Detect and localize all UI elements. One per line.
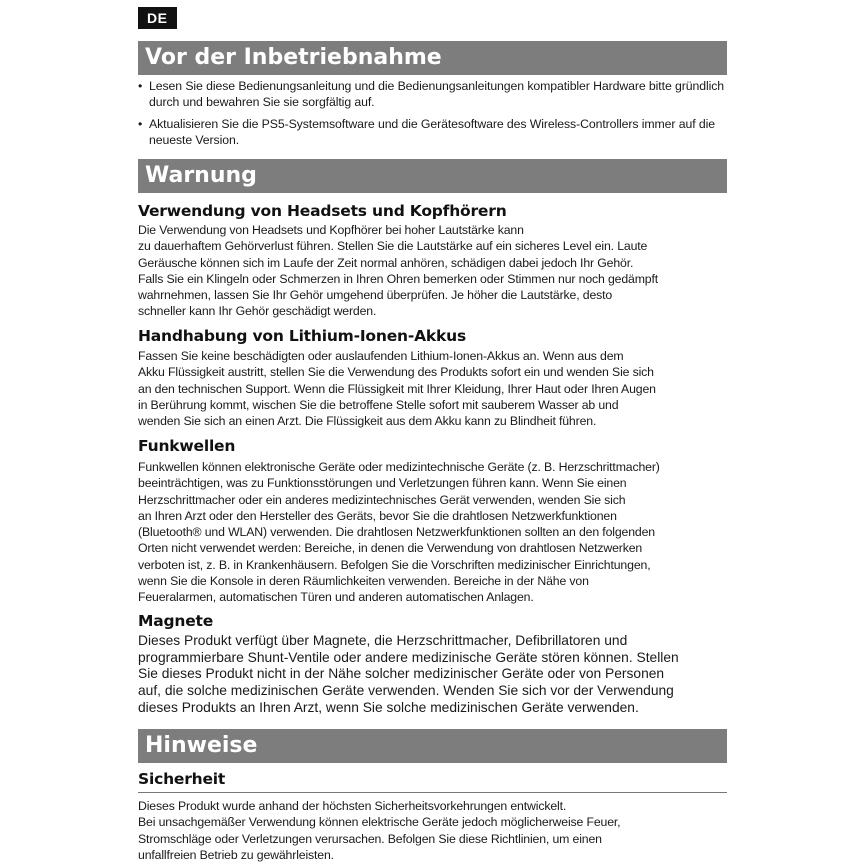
- text-line: Falls Sie ein Klingeln oder Schmerzen in Ihren Ohren bemerken oder Stimmen nur noch gedämpft: [138, 271, 659, 286]
- text-line: Dieses Produkt verfügt über Magnete, die Herzschrittmacher, Defibrillatoren und: [138, 633, 628, 648]
- heading-radio-waves: Funkwellen: [138, 437, 236, 455]
- text-line: Dieses Produkt wurde anhand der höchsten Sicherheitsvorkehrungen entwickelt.: [138, 799, 567, 813]
- text-line: Funkwellen können elektronische Geräte oder medizintechnische Geräte (z. B. Herzschrittmacher): [138, 460, 660, 474]
- text-line: beeinträchtigen, was zu Funktionsstörungen und Verletzungen führen kann. Wenn Sie einen: [138, 476, 627, 491]
- list-item: • Aktualisieren Sie die PS5-Systemsoftware und die Gerätesoftware des Wireless-Controllers immer auf die neueste Version.: [138, 116, 728, 148]
- text-line: verboten ist, z. B. in Krankenhäusern. Befolgen Sie die Vorschriften medizinischer Einrichtungen,: [138, 557, 651, 572]
- text-line: Bei unsachgemäßer Verwendung können elektrische Geräte jedoch möglicherweise Feuer,: [138, 815, 621, 830]
- text-line: Fassen Sie keine beschädigten oder auslaufenden Lithium-Ionen-Akkus an. Wenn aus dem: [138, 349, 624, 363]
- paragraph-radio-waves: [138, 459, 730, 606]
- text-line: dieses Produkts an Ihren Arzt, wenn Sie solche medizinischen Geräte verwenden.: [138, 699, 639, 715]
- heading-headsets: Verwendung von Headsets und Kopfhörern: [138, 202, 507, 220]
- text-line: Akku Flüssigkeit austritt, stellen Sie die Verwendung des Produkts sofort ein und wenden Sie sich: [138, 365, 654, 380]
- paragraph-magnets: [138, 633, 730, 717]
- heading-safety: Sicherheit: [138, 770, 226, 788]
- text-line: Herzschrittmacher oder ein anderes medizintechnisches Gerät verwenden, wenden Sie sich: [138, 492, 626, 507]
- paragraph-safety: [138, 798, 730, 863]
- section-divider: [138, 792, 727, 793]
- list-item: • Lesen Sie diese Bedienungsanleitung und die Bedienungsanleitungen kompatibler Hardware bitte gründlich durch und bewahren Sie sie sorgfältig auf.: [138, 78, 728, 110]
- text-line: an Ihren Arzt oder den Hersteller des Geräts, bevor Sie die drahtlosen Netzwerkfunktionen: [138, 508, 617, 523]
- section-title-before-use: Vor der Inbetriebnahme: [138, 41, 727, 75]
- text-line: Stromschläge oder Verletzungen verursachen. Befolgen Sie diese Richtlinien, um einen: [138, 831, 602, 846]
- heading-lithium-battery: Handhabung von Lithium-Ionen-Akkus: [138, 327, 466, 345]
- heading-magnets: Magnete: [138, 612, 214, 630]
- text-line: Die Verwendung von Headsets und Kopfhörer bei hoher Lautstärke kann: [138, 223, 524, 237]
- section-title-notes: Hinweise: [138, 729, 727, 763]
- text-line: wahrnehmen, lassen Sie Ihr Gehör umgehend überprüfen. Je höher die Lautstärke, desto: [138, 288, 613, 303]
- before-use-bullet-list: [138, 78, 728, 154]
- text-line: programmierbare Shunt-Ventile oder andere medizinische Geräte stören können. Stellen: [138, 649, 679, 665]
- section-title-warning: Warnung: [138, 159, 727, 193]
- text-line: an den technischen Support. Wenn die Flüssigkeit mit Ihrer Kleidung, Ihrer Haut oder Ihren Augen: [138, 381, 656, 396]
- text-line: in Berührung kommt, wischen Sie die betroffene Stelle sofort mit sauberem Wasser ab und: [138, 397, 619, 412]
- language-badge: DE: [138, 7, 177, 29]
- text-line: schneller kann Ihr Gehör geschädigt werden.: [138, 304, 377, 319]
- text-line: (Bluetooth® und WLAN) verwenden. Die drahtlosen Netzwerkfunktionen sollten an den folgenden: [138, 525, 655, 540]
- text-line: wenden Sie sich an einen Arzt. Die Flüssigkeit aus dem Akku kann zu Blindheit führen.: [138, 414, 597, 429]
- paragraph-lithium-battery: [138, 348, 730, 429]
- paragraph-headsets: [138, 222, 730, 320]
- text-line: auf, die solche medizinischen Geräte verwenden. Wenden Sie sich vor der Verwendung: [138, 683, 674, 699]
- text-line: zu dauerhaftem Gehörverlust führen. Stellen Sie die Lautstärke auf ein sicheres Level ein. Laute: [138, 239, 648, 254]
- text-line: Sie dieses Produkt nicht in der Nähe solcher medizinischer Geräte oder von Personen: [138, 666, 665, 682]
- text-line: Orten nicht verwendet werden: Bereiche, in denen die Verwendung von drahtlosen Netzwerken: [138, 541, 643, 556]
- text-line: Geräusche können sich im Laufe der Zeit normal anhören, schädigen dabei jedoch Ihr Gehör.: [138, 255, 634, 270]
- text-line: unfallfreien Betrieb zu gewährleisten.: [138, 847, 334, 862]
- text-line: Feueralarmen, automatischen Türen und anderen automatischen Anlagen.: [138, 590, 534, 605]
- text-line: wenn Sie die Konsole in deren Räumlichkeiten verwenden. Bereiche in der Nähe von: [138, 574, 589, 589]
